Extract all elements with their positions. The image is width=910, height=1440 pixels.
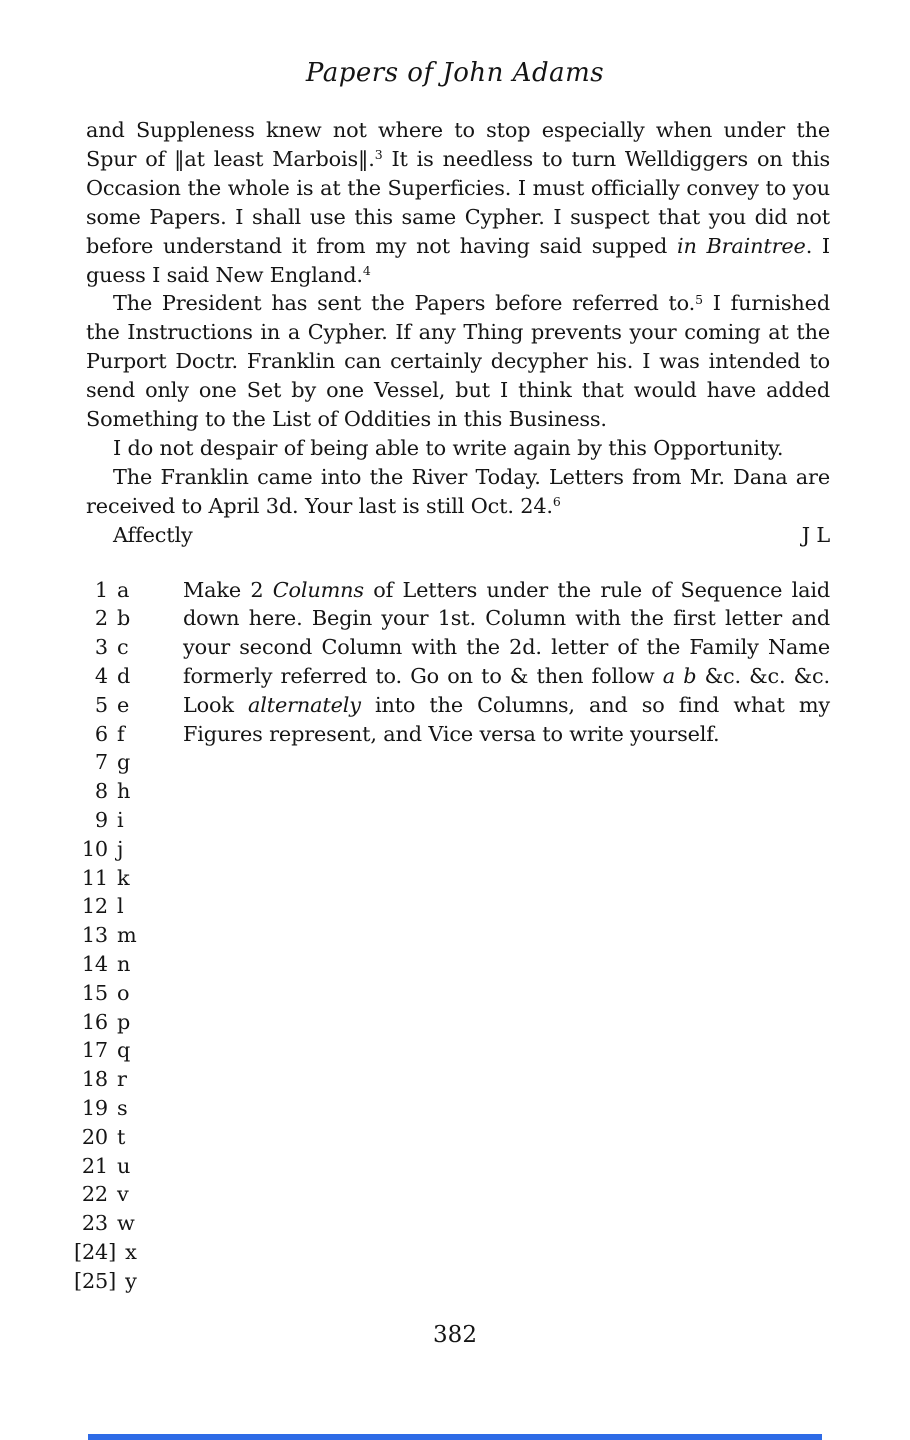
cipher-key-row [74,1152,170,1181]
text-run: The President has sent the Papers before referred to. [113,291,696,316]
cipher-key-row [74,835,170,864]
cipher-key-row [74,1008,170,1037]
cipher-key-letter: i [117,807,124,832]
cipher-key-number: 20 [81,1124,108,1149]
cipher-key-row [74,576,170,605]
cipher-key-number: 19 [81,1095,108,1120]
text-run: Make 2 [183,577,273,602]
cipher-key-number: 18 [81,1067,108,1092]
cipher-key-number: 10 [81,836,108,861]
cipher-key-letter: b [117,606,131,631]
cipher-key-row [74,864,170,893]
cipher-key-row [74,950,170,979]
text-run: I do not despair of being able to write again by this Opportunity. [113,435,784,460]
signature-closing: Affectly [113,522,193,547]
footnote-ref: 6 [552,494,561,510]
cipher-key-letter: q [117,1038,131,1063]
running-head: Papers of John Adams [305,58,605,88]
cipher-key-list [74,576,170,1296]
cipher-key-row [74,979,170,1008]
page-number: 382 [433,1321,477,1348]
cipher-key-row [74,604,170,633]
cipher-key-number: 5 [94,692,108,717]
footnote-ref: 3 [374,147,383,163]
footnote-ref: 5 [695,291,703,307]
cipher-key-row [74,1267,170,1296]
cipher-key-letter: g [117,750,131,775]
cipher-key-letter: o [117,980,130,1005]
signature-initials: J L [801,522,830,547]
cipher-key-row [74,921,170,950]
cipher-key-letter: j [117,836,124,861]
cipher-key-number: 13 [81,923,108,948]
cipher-instruction [183,576,830,749]
cipher-key-letter: e [117,692,130,717]
cipher-key-letter: p [117,1009,131,1034]
cipher-key-letter: r [117,1067,127,1092]
cipher-key-number: 17 [81,1038,108,1063]
cipher-key-number: 1 [94,577,108,602]
cipher-key-number: 14 [81,951,108,976]
cipher-key-letter: w [117,1211,135,1236]
text-run: . I guess I said New England. [86,233,830,287]
cipher-key-row [74,1123,170,1152]
text-run: &c. &c. &c. Look [183,663,830,717]
signature-row [86,521,830,550]
cipher-key-number: 11 [81,865,108,890]
cipher-key-letter: f [117,721,125,746]
cipher-key-number: [25] [74,1268,117,1293]
cipher-key-letter: t [117,1124,126,1149]
text-run: I furnished the Instructions in a Cypher. If any Thing prevents your coming at the Purport Doctr. Franklin can certainly decypher his. I was intended to send only one Set by one Vessel, but I think that would have added Something to the List of Oddities in this Business. [86,291,830,432]
bottom-highlight-bar [88,1434,822,1440]
cipher-key-number: 12 [81,894,108,919]
cipher-key-letter: u [117,1153,131,1178]
cipher-key-letter: s [117,1095,128,1120]
cipher-key-letter: d [117,663,131,688]
cipher-key-row [74,777,170,806]
text-run: into the Columns, and so find what my Figures represent, and Vice versa to write yourself. [183,692,830,746]
cipher-key-letter: v [117,1182,129,1207]
footnote-ref: 4 [362,263,371,279]
italic-run: a b [662,663,697,688]
cipher-key-row [74,1036,170,1065]
cipher-key-row [74,1180,170,1209]
cipher-key-letter: m [117,923,137,948]
cipher-key-number: 9 [94,807,108,832]
cipher-key-row [74,748,170,777]
cipher-key-row [74,1065,170,1094]
cipher-key-row [74,633,170,662]
cipher-key-letter: x [125,1239,137,1264]
cipher-key-number: 7 [94,750,108,775]
cipher-key-number: 6 [94,721,108,746]
letter-paragraph [86,116,830,289]
cipher-key-number: 23 [81,1211,108,1236]
cipher-key-letter: y [125,1268,137,1293]
cipher-key-row [74,1238,170,1267]
cipher-key-row [74,806,170,835]
cipher-key-number: 21 [81,1153,108,1178]
cipher-key-letter: a [117,577,130,602]
cipher-key-row [74,691,170,720]
cipher-key-number: [24] [74,1239,117,1264]
cipher-key-row [74,1094,170,1123]
letter-paragraph [86,463,830,521]
cipher-key-number: 15 [81,980,108,1005]
italic-run: in Braintree [676,233,806,258]
cipher-key-letter: n [117,951,131,976]
cipher-key-number: 2 [94,606,108,631]
cipher-key-number: 22 [81,1182,108,1207]
italic-run: Columns [272,577,364,602]
cipher-key-number: 8 [94,779,108,804]
cipher-key-row [74,892,170,921]
text-run: and Suppleness knew not where to stop especially when under the Spur of ‖at least Marbois‖. [86,118,830,171]
letter-paragraphs [86,116,830,521]
cipher-key-row [74,662,170,691]
letter-body [86,116,830,550]
cipher-section [74,576,830,1296]
cipher-key-row [74,720,170,749]
cipher-key-letter: c [117,635,129,660]
letter-paragraph [86,434,830,463]
text-run: of Letters under the rule of Sequence laid down here. Begin your 1st. Column with the first letter and your second Column with the 2d. letter of the Family Name formerly referred to. Go on to & then follow [183,577,831,688]
cipher-key-number: 4 [94,663,108,688]
cipher-key-row [74,1209,170,1238]
cipher-key-number: 3 [94,635,108,660]
letter-paragraph [86,289,830,434]
text-run: It is needless to turn Welldiggers on this Occasion the whole is at the Superficies. I must officially convey to you some Papers. I shall use this same Cypher. I suspect that you did not before understand it from my not having said supped [86,146,830,258]
italic-run: alternately [247,692,361,717]
cipher-key-letter: k [117,865,130,890]
cipher-key-letter: h [117,779,131,804]
cipher-key-letter: l [117,894,124,919]
cipher-key-number: 16 [81,1009,108,1034]
text-run: The Franklin came into the River Today. Letters from Mr. Dana are received to April 3d. Your last is still Oct. 24. [86,464,830,518]
